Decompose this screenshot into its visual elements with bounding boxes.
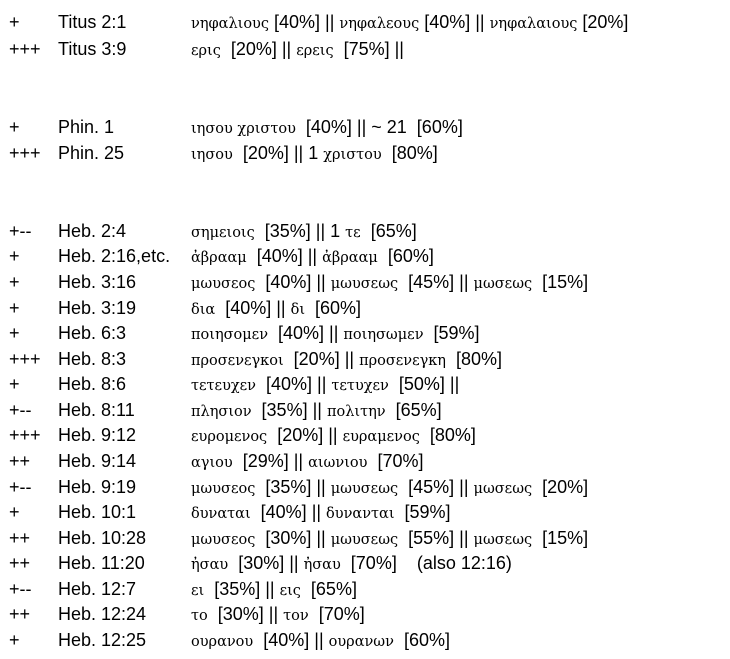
greek-reading: τον <box>283 608 309 624</box>
reading-percentage: [40%] || <box>268 323 344 343</box>
confidence-mark: +++ <box>9 143 41 163</box>
verse-reference: Heb. 3:19 <box>58 298 137 318</box>
verse-reference: Heb. 10:1 <box>58 502 137 522</box>
greek-reading: προσενεγκη <box>359 353 446 369</box>
verse-reference: Heb. 9:14 <box>58 451 137 471</box>
variant-row <box>0 474 730 500</box>
variant-readings <box>191 346 502 374</box>
greek-reading: αγιου <box>191 455 233 471</box>
greek-reading: σημειοις <box>191 225 255 241</box>
reading-percentage: [65%] <box>360 221 417 241</box>
greek-reading: ποιησωμεν <box>343 327 424 343</box>
confidence-mark: ++ <box>9 553 31 573</box>
greek-reading: προσενεγκοι <box>191 353 284 369</box>
confidence-mark: + <box>9 323 20 343</box>
reading-percentage: [35%] || <box>255 477 331 497</box>
variant-readings <box>191 525 588 553</box>
variant-readings <box>191 397 442 425</box>
variant-readings <box>191 371 459 399</box>
greek-reading: ἀβρααμ <box>322 250 378 266</box>
verse-reference: Heb. 2:16,etc. <box>58 246 171 266</box>
greek-reading: νηφαλιους <box>191 16 269 32</box>
reading-percentage: [20%] || <box>283 349 360 369</box>
reading-percentage: [59%] <box>423 323 480 343</box>
greek-reading: δυναται <box>191 506 251 522</box>
confidence-mark: + <box>9 246 20 266</box>
variant-row <box>0 397 730 423</box>
variant-readings <box>191 218 417 246</box>
reading-percentage: [30%] || <box>255 528 331 548</box>
greek-reading: μωυσεως <box>330 276 399 292</box>
verse-reference: Heb. 9:19 <box>58 477 137 497</box>
confidence-mark: ++ <box>9 604 31 624</box>
greek-reading: εις <box>279 583 301 599</box>
variant-readings <box>191 474 588 502</box>
variant-readings <box>191 499 451 527</box>
confidence-mark: + <box>9 12 20 32</box>
greek-reading: ιησου <box>191 147 233 163</box>
variant-readings <box>191 295 361 323</box>
verse-reference: Heb. 9:12 <box>58 425 137 445</box>
variant-readings <box>191 140 438 168</box>
reading-percentage: [80%] <box>381 143 438 163</box>
variant-row <box>0 627 730 653</box>
confidence-mark: + <box>9 502 20 522</box>
variant-row <box>0 371 730 397</box>
variant-readings <box>191 9 628 37</box>
variant-row <box>0 499 730 525</box>
greek-reading: δι <box>290 302 306 318</box>
variant-row <box>0 218 730 244</box>
confidence-mark: ++ <box>9 451 31 471</box>
greek-reading: νηφαλεους <box>339 16 420 32</box>
greek-reading: μωυσεως <box>330 481 399 497</box>
greek-reading: τε <box>345 225 361 241</box>
reading-percentage: [65%] <box>385 400 442 420</box>
variant-row <box>0 295 730 321</box>
variant-row <box>0 140 730 166</box>
variant-row <box>0 114 730 140</box>
reading-percentage: [50%] || <box>388 374 460 394</box>
confidence-mark: + <box>9 374 20 394</box>
greek-reading: το <box>191 608 208 624</box>
greek-reading: μωσεως <box>473 481 533 497</box>
greek-reading: ουρανου <box>191 634 254 650</box>
greek-reading: ευρομενος <box>191 429 268 445</box>
reading-percentage: [15%] <box>532 272 589 292</box>
reading-percentage: [20%] || 1 <box>232 143 324 163</box>
variant-readings <box>191 114 463 142</box>
reading-percentage: [20%] <box>577 12 629 32</box>
variant-readings <box>191 448 423 476</box>
confidence-mark: ++ <box>9 528 31 548</box>
confidence-mark: +-- <box>9 221 32 241</box>
verse-reference: Heb. 8:3 <box>58 349 127 369</box>
greek-reading: ἠσαυ <box>191 557 229 573</box>
greek-reading: χριστου <box>323 147 382 163</box>
variant-row <box>0 320 730 346</box>
greek-reading: αιωνιου <box>308 455 368 471</box>
reading-percentage: [60%] <box>305 298 362 318</box>
verse-reference: Titus 2:1 <box>58 12 127 32</box>
reading-percentage: [40%] || <box>419 12 490 32</box>
reading-percentage: [80%] <box>446 349 503 369</box>
variant-readings <box>191 243 434 271</box>
confidence-mark: +-- <box>9 579 32 599</box>
reading-percentage: [40%] || <box>250 502 327 522</box>
greek-reading: μωσεως <box>473 276 533 292</box>
greek-reading: ουρανων <box>328 634 394 650</box>
greek-reading: ποιησομεν <box>191 327 269 343</box>
confidence-mark: +++ <box>9 39 41 59</box>
reading-percentage: [45%] || <box>398 477 474 497</box>
variant-row <box>0 243 730 269</box>
reading-percentage: [60%] <box>393 630 450 650</box>
reading-percentage: [20%] || <box>267 425 343 445</box>
reading-percentage: [30%] || <box>228 553 304 573</box>
confidence-mark: + <box>9 272 20 292</box>
greek-reading: τετευχεν <box>191 378 256 394</box>
reading-percentage: [29%] || <box>232 451 309 471</box>
variant-row <box>0 9 730 35</box>
reading-percentage: [35%] || <box>204 579 280 599</box>
variant-readings <box>191 627 450 655</box>
variant-row <box>0 346 730 372</box>
reading-percentage: [30%] || <box>207 604 284 624</box>
greek-reading: ει <box>191 583 205 599</box>
greek-reading: πλησιον <box>191 404 252 420</box>
reading-percentage: [40%] || ~ 21 [60%] <box>295 117 463 137</box>
greek-reading: τετυχεν <box>331 378 389 394</box>
reading-percentage: [60%] <box>377 246 434 266</box>
reading-percentage: [40%] || <box>256 374 332 394</box>
variant-row <box>0 448 730 474</box>
greek-reading: ερεις <box>296 43 334 59</box>
greek-reading: νηφαλαιους <box>489 16 578 32</box>
verse-reference: Heb. 12:25 <box>58 630 147 650</box>
variant-row <box>0 550 730 576</box>
reading-percentage: [40%] || <box>215 298 291 318</box>
reading-percentage: [40%] || <box>246 246 323 266</box>
verse-reference: Heb. 10:28 <box>58 528 147 548</box>
verse-reference: Phin. 1 <box>58 117 115 137</box>
confidence-mark: +++ <box>9 349 41 369</box>
verse-reference: Heb. 2:4 <box>58 221 127 241</box>
confidence-mark: +-- <box>9 477 32 497</box>
verse-reference: Heb. 11:20 <box>58 553 145 573</box>
reading-percentage: [80%] <box>419 425 476 445</box>
variant-row <box>0 269 730 295</box>
greek-reading: μωυσεος <box>191 532 256 548</box>
greek-reading: δυνανται <box>326 506 395 522</box>
reading-percentage: [40%] || <box>253 630 329 650</box>
reading-percentage: [15%] <box>532 528 589 548</box>
greek-reading: μωυσεος <box>191 481 256 497</box>
confidence-mark: + <box>9 117 20 137</box>
reading-percentage: [70%] <box>308 604 365 624</box>
verse-reference: Titus 3:9 <box>58 39 127 59</box>
reading-percentage: [40%] || <box>269 12 340 32</box>
reading-percentage: [20%] || <box>220 39 297 59</box>
reading-percentage: [70%] <box>367 451 424 471</box>
reading-percentage: [35%] || <box>251 400 327 420</box>
verse-reference: Heb. 12:24 <box>58 604 147 624</box>
variant-row <box>0 601 730 627</box>
greek-reading: ἀβρααμ <box>191 250 247 266</box>
variant-readings <box>191 601 365 629</box>
greek-reading: μωυσεος <box>191 276 256 292</box>
reading-percentage: [45%] || <box>398 272 474 292</box>
variant-readings <box>191 550 512 578</box>
verse-reference: Heb. 3:16 <box>58 272 137 292</box>
greek-reading: μωσεως <box>473 532 533 548</box>
variant-row <box>0 422 730 448</box>
confidence-mark: +-- <box>9 400 32 420</box>
reading-percentage: [70%] (also 12:16) <box>340 553 512 573</box>
variant-row <box>0 525 730 551</box>
variant-readings <box>191 422 476 450</box>
greek-reading: ερις <box>191 43 221 59</box>
greek-reading: δια <box>191 302 216 318</box>
variant-row <box>0 36 730 62</box>
reading-percentage: [40%] || <box>255 272 331 292</box>
verse-reference: Heb. 8:6 <box>58 374 127 394</box>
verse-reference: Heb. 12:7 <box>58 579 137 599</box>
reading-percentage: [35%] || 1 <box>254 221 346 241</box>
reading-percentage: [65%] <box>300 579 357 599</box>
reading-percentage: [20%] <box>532 477 589 497</box>
reading-percentage: [59%] <box>394 502 451 522</box>
confidence-mark: + <box>9 630 20 650</box>
variant-readings <box>191 269 588 297</box>
verse-reference: Heb. 6:3 <box>58 323 127 343</box>
greek-reading: ἠσαυ <box>303 557 341 573</box>
variant-readings <box>191 36 404 64</box>
greek-reading: πολιτην <box>326 404 386 420</box>
variant-readings <box>191 576 357 604</box>
variant-readings <box>191 320 480 348</box>
verse-reference: Heb. 8:11 <box>58 400 135 420</box>
confidence-mark: +++ <box>9 425 41 445</box>
reading-percentage: [75%] || <box>333 39 404 59</box>
greek-reading: ιησου χριστου <box>191 121 296 137</box>
variant-row <box>0 576 730 602</box>
confidence-mark: + <box>9 298 20 318</box>
reading-percentage: [55%] || <box>398 528 474 548</box>
verse-reference: Phin. 25 <box>58 143 125 163</box>
greek-reading: μωυσεως <box>330 532 399 548</box>
greek-reading: ευραμενος <box>342 429 420 445</box>
